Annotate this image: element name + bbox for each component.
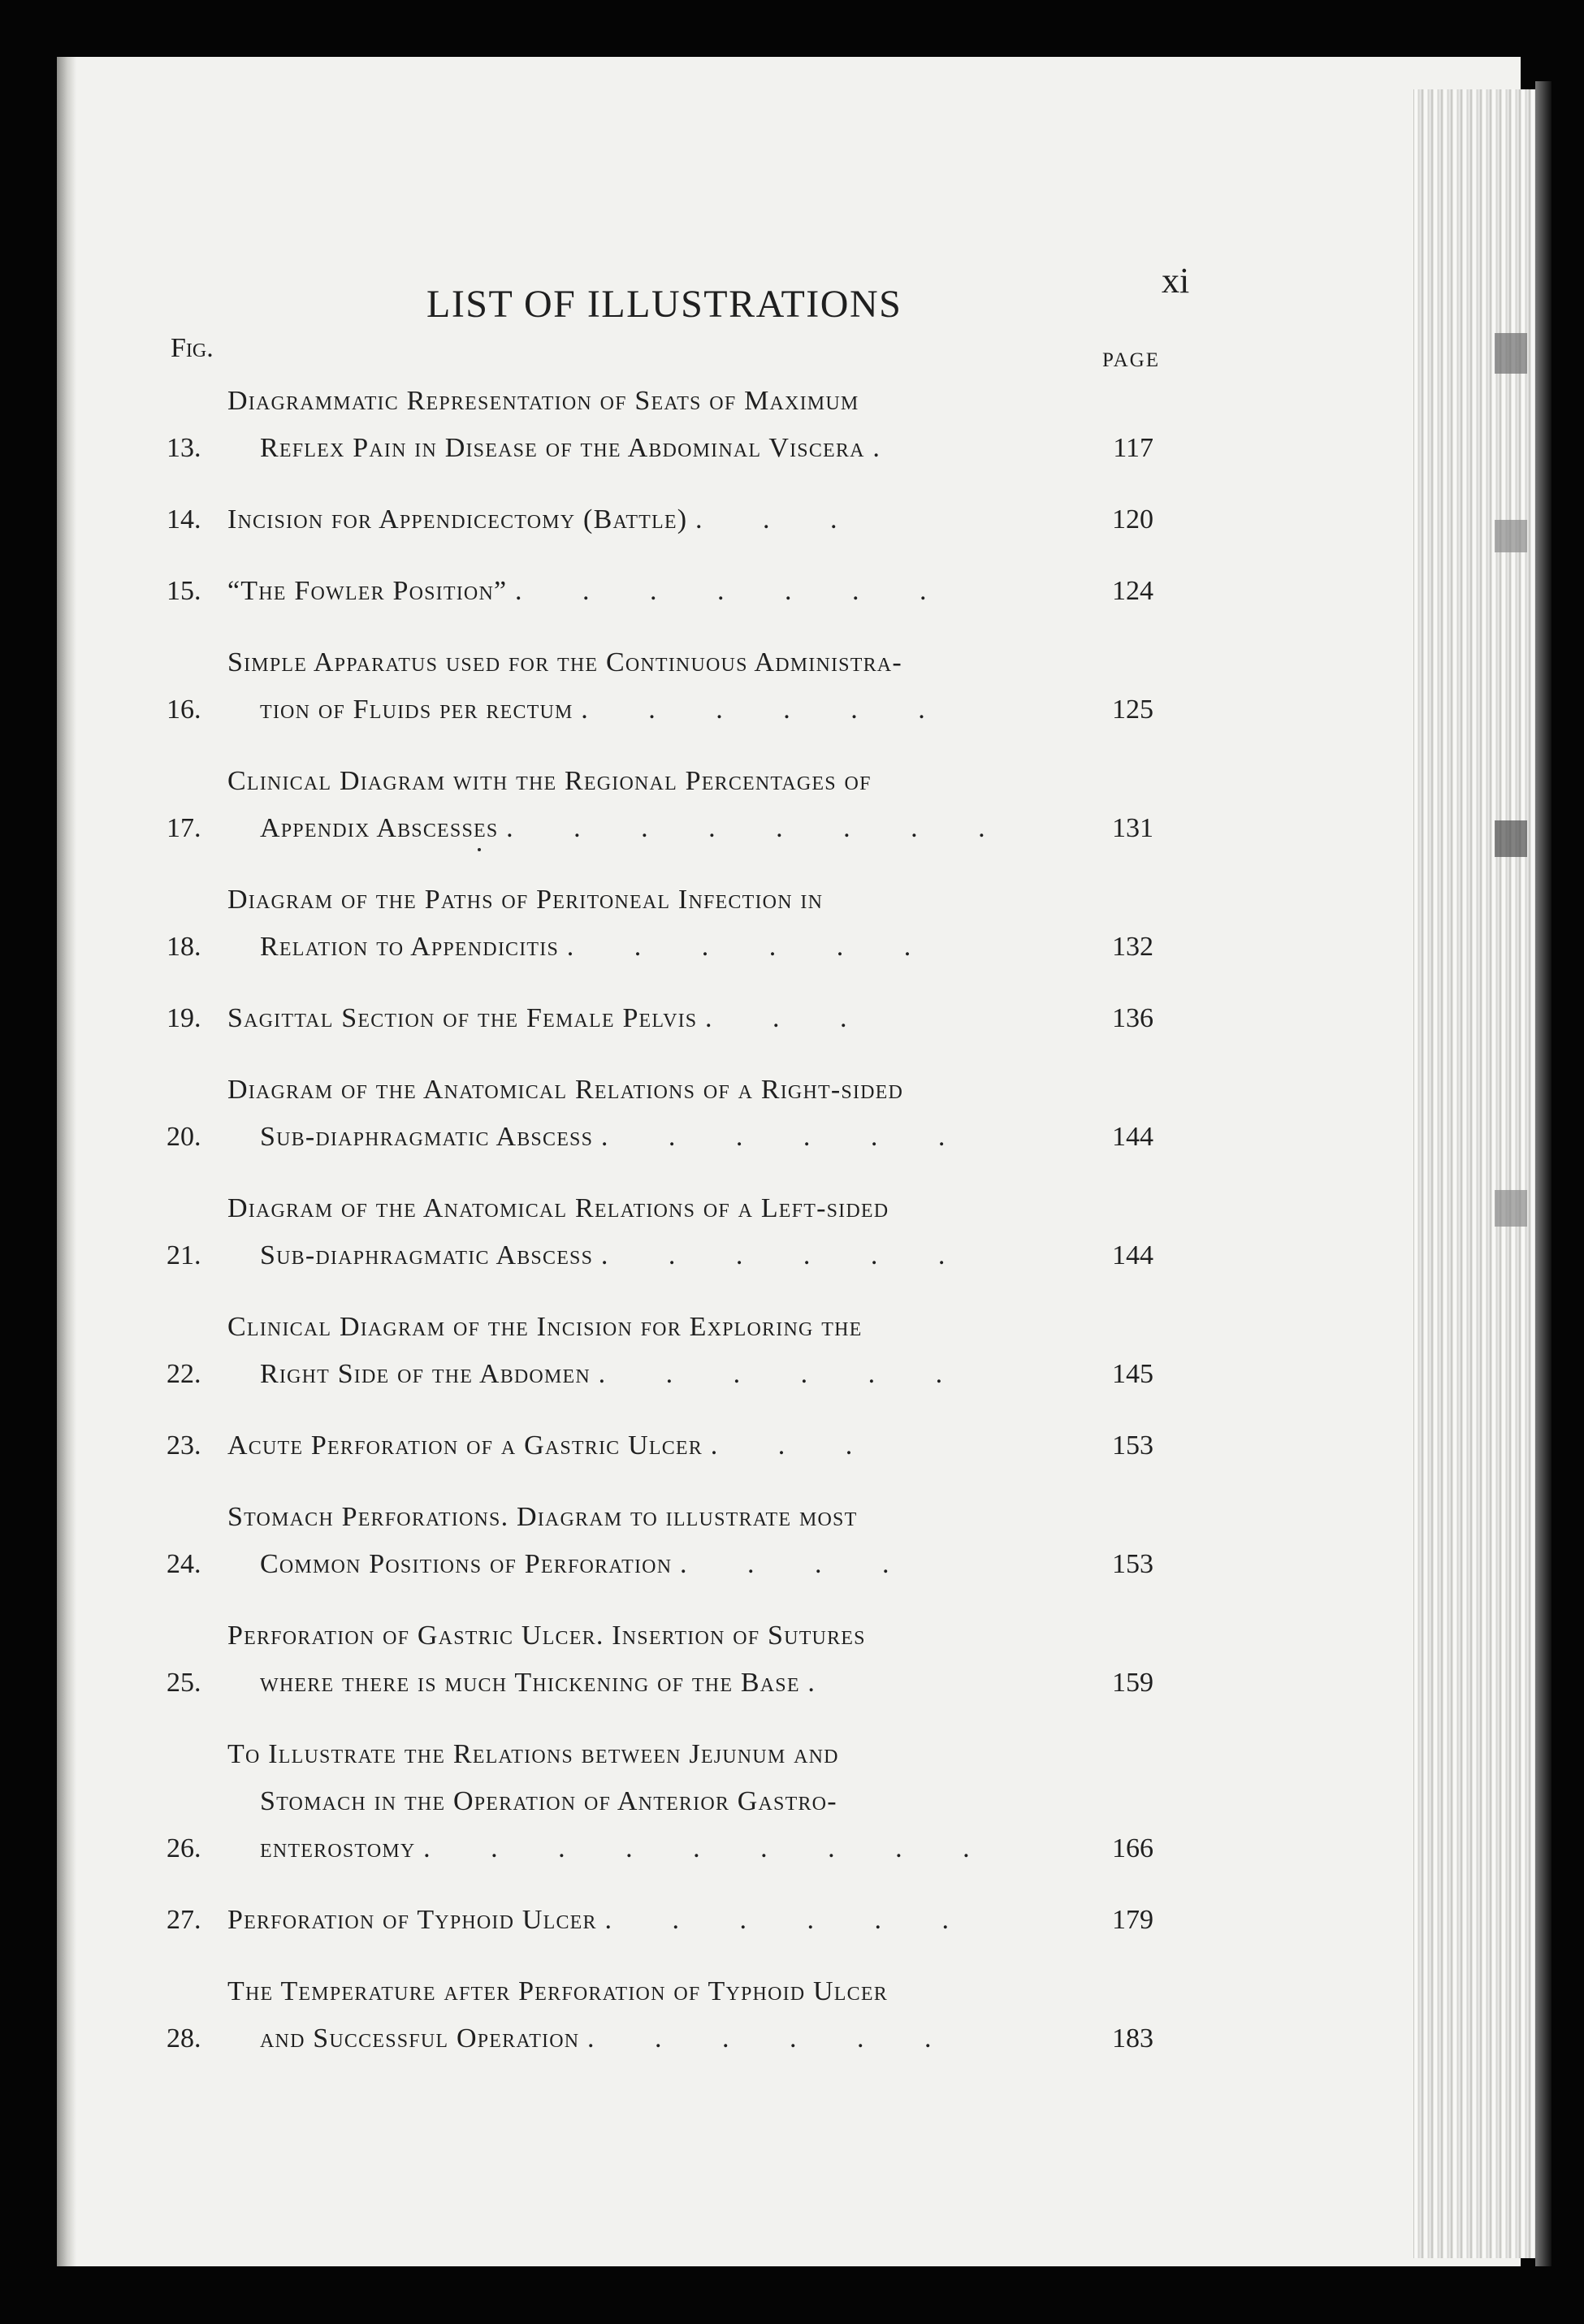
caption-line: Appendix Abscesses . . . . . . . . xyxy=(260,813,1012,843)
caption-line: Clinical Diagram with the Regional Percentages of xyxy=(227,766,872,796)
page-reference: 166 xyxy=(1112,1833,1153,1863)
caption-line: Perforation of Typhoid Ulcer . . . . . . xyxy=(227,1905,976,1935)
caption-line: To Illustrate the Relations between Jejunum and xyxy=(227,1739,839,1769)
list-item xyxy=(150,1897,1178,1944)
page-reference: 144 xyxy=(1112,1122,1153,1152)
book-edge-shadow xyxy=(1535,81,1552,2266)
caption-line: Incision for Appendicectomy (Battle) . . . xyxy=(227,504,864,534)
figure-number: 13. xyxy=(167,433,201,463)
leader-dots: . . . . . . . . . xyxy=(423,1833,997,1863)
leader-dots: . . . . . . xyxy=(587,2023,959,2054)
leader-dots: . . . . . . . . xyxy=(506,813,1012,843)
illustration-caption xyxy=(227,378,1084,472)
figure-number: 25. xyxy=(167,1668,201,1698)
caption-line: Clinical Diagram of the Incision for Exploring the xyxy=(227,1312,863,1342)
page-reference: 117 xyxy=(1113,433,1153,463)
page-title: LIST OF ILLUSTRATIONS xyxy=(426,283,902,327)
list-item xyxy=(150,876,1178,971)
leader-dots: . . . xyxy=(695,504,864,534)
page-edge-marks xyxy=(1495,203,1527,1828)
caption-line: Perforation of Gastric Ulcer. Insertion of Sutures xyxy=(227,1621,866,1651)
page-reference: 153 xyxy=(1112,1430,1153,1461)
caption-line: Common Positions of Perforation . . . . xyxy=(260,1549,916,1579)
list-item xyxy=(150,568,1178,615)
caption-line: Reflex Pain in Disease of the Abdominal Viscera . xyxy=(260,433,907,463)
list-item xyxy=(150,758,1178,852)
caption-line: Sub-diaphragmatic Abscess . . . . . . xyxy=(260,1240,972,1270)
caption-line: Sub-diaphragmatic Abscess . . . . . . xyxy=(260,1122,972,1152)
illustration-caption xyxy=(227,995,1084,1042)
figure-number: 17. xyxy=(167,813,201,843)
caption-line: Diagram of the Anatomical Relations of a Left-sided xyxy=(227,1193,889,1223)
leader-dots: . xyxy=(807,1668,842,1698)
leader-dots: . . . . . . xyxy=(598,1359,970,1389)
page-reference: 145 xyxy=(1112,1359,1153,1389)
illustration-caption xyxy=(227,1494,1084,1588)
figure-number: 20. xyxy=(167,1122,201,1152)
illustration-caption xyxy=(227,1067,1084,1161)
leader-dots: . . . . . . xyxy=(566,932,938,962)
page-reference: 124 xyxy=(1112,576,1153,606)
list-item xyxy=(150,1968,1178,2062)
page-reference: 159 xyxy=(1112,1668,1153,1698)
list-item xyxy=(150,1067,1178,1161)
page-reference: 144 xyxy=(1112,1240,1153,1270)
column-headers xyxy=(150,333,1178,374)
list-item xyxy=(150,1304,1178,1398)
list-item xyxy=(150,639,1178,734)
figure-number: 26. xyxy=(167,1833,201,1863)
leader-dots: . xyxy=(872,433,907,463)
caption-line: tion of Fluids per rectum . . . . . . xyxy=(260,695,952,725)
figure-number: 21. xyxy=(167,1240,201,1270)
list-item xyxy=(150,1612,1178,1707)
list-item xyxy=(150,1494,1178,1588)
list-item xyxy=(150,1422,1178,1469)
caption-line: Stomach Perforations. Diagram to illustrate most xyxy=(227,1502,858,1532)
page-reference: 136 xyxy=(1112,1003,1153,1033)
list-item xyxy=(150,995,1178,1042)
figure-column-label: Fig. xyxy=(171,333,214,363)
leader-dots: . . . . . . xyxy=(600,1122,972,1152)
page-reference: 131 xyxy=(1112,813,1153,843)
list-item xyxy=(150,496,1178,543)
illustration-caption xyxy=(227,1897,1084,1944)
illustration-caption xyxy=(227,1612,1084,1707)
leader-dots: . . . . . . xyxy=(581,695,952,725)
list-item xyxy=(150,1185,1178,1279)
caption-line: Diagram of the Anatomical Relations of a Right-sided xyxy=(227,1075,904,1105)
illustration-caption xyxy=(227,758,1084,852)
illustration-caption xyxy=(227,1731,1084,1872)
caption-line: and Successful Operation . . . . . . xyxy=(260,2023,959,2054)
caption-line: Relation to Appendicitis . . . . . . xyxy=(260,932,938,962)
caption-line: enterostomy . . . . . . . . . xyxy=(260,1833,997,1863)
figure-number: 27. xyxy=(167,1905,201,1935)
caption-line: “The Fowler Position” . . . . . . . xyxy=(227,576,954,606)
caption-line: Acute Perforation of a Gastric Ulcer . . . xyxy=(227,1430,880,1461)
list-item xyxy=(150,378,1178,472)
caption-line: Diagrammatic Representation of Seats of Maximum xyxy=(227,386,859,416)
figure-number: 23. xyxy=(167,1430,201,1461)
illustration-caption xyxy=(227,1185,1084,1279)
illustration-caption xyxy=(227,496,1084,543)
figure-number: 15. xyxy=(167,576,201,606)
figure-number: 18. xyxy=(167,932,201,962)
page-reference: 132 xyxy=(1112,932,1153,962)
list-item xyxy=(150,1731,1178,1872)
figure-number: 28. xyxy=(167,2023,201,2054)
caption-line: Simple Apparatus used for the Continuous Administra- xyxy=(227,647,902,677)
roman-page-number: xi xyxy=(1162,261,1190,301)
figure-number: 19. xyxy=(167,1003,201,1033)
caption-line: Sagittal Section of the Female Pelvis . . . xyxy=(227,1003,874,1033)
page-reference: 153 xyxy=(1112,1549,1153,1579)
illustration-caption xyxy=(227,1968,1084,2062)
page-column-label: PAGE xyxy=(1102,349,1160,371)
illustration-caption xyxy=(227,568,1084,615)
leader-dots: . . . xyxy=(705,1003,874,1033)
page-reference: 179 xyxy=(1112,1905,1153,1935)
figure-number: 14. xyxy=(167,504,201,534)
figure-number: 16. xyxy=(167,695,201,725)
leader-dots: . . . . xyxy=(679,1549,916,1579)
leader-dots: . . . xyxy=(710,1430,880,1461)
page-reference: 183 xyxy=(1112,2023,1153,2054)
leader-dots: . . . . . . xyxy=(604,1905,976,1935)
leader-dots: . . . . . . xyxy=(600,1240,972,1270)
printed-dot-mark xyxy=(478,848,481,851)
book-binding-shadow xyxy=(57,57,76,2266)
page-reference: 120 xyxy=(1112,504,1153,534)
page-reference: 125 xyxy=(1112,695,1153,725)
caption-line: The Temperature after Perforation of Typhoid Ulcer xyxy=(227,1976,888,2006)
illustration-caption xyxy=(227,1422,1084,1469)
illustration-caption xyxy=(227,876,1084,971)
caption-line: Stomach in the Operation of Anterior Gastro- xyxy=(260,1786,837,1816)
caption-line: Diagram of the Paths of Peritoneal Infection in xyxy=(227,885,824,915)
caption-line: Right Side of the Abdomen . . . . . . xyxy=(260,1359,970,1389)
figure-number: 22. xyxy=(167,1359,201,1389)
caption-line: where there is much Thickening of the Base . xyxy=(260,1668,842,1698)
illustration-caption xyxy=(227,1304,1084,1398)
figure-number: 24. xyxy=(167,1549,201,1579)
illustration-caption xyxy=(227,639,1084,734)
leader-dots: . . . . . . . xyxy=(514,576,954,606)
illustrations-list xyxy=(150,378,1178,2087)
